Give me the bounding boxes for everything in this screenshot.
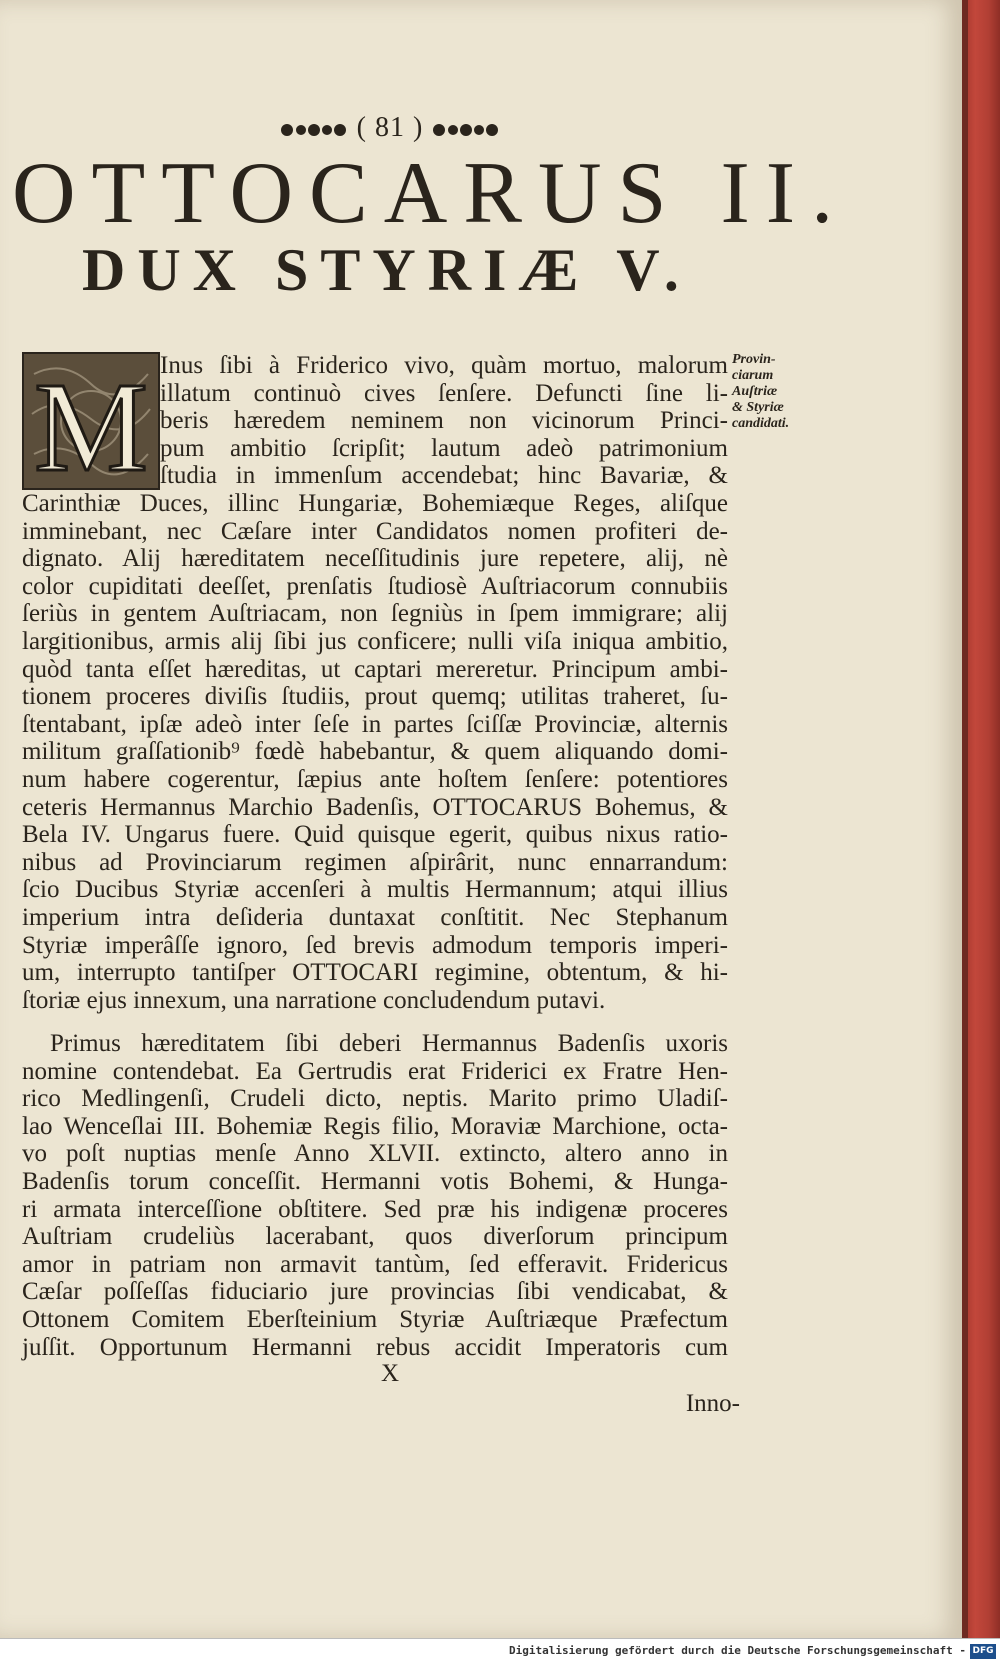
text-line: Auſtriam crudeliùs lacerabant, quos diverſorum principum <box>22 1223 728 1251</box>
margin-note-line: Auſtriæ <box>732 384 778 399</box>
text-line: amor in patriam non armavit tantùm, ſed efferavit. Fridericus <box>22 1250 728 1278</box>
text-line: rico Medlingenſi, Crudeli dicto, neptis. Marito primo Uladiſ- <box>22 1085 728 1113</box>
text-line: nibus ad Provinciarum regimen aſpirârit, nunc ennarrandum: <box>22 848 728 876</box>
text-line: ſtoriæ ejus innexum, una narratione concludendum putavi. <box>22 986 606 1014</box>
text-line: ſeriùs in gentem Auſtriacam, non ſegniùs in ſpem immigrare; alij <box>22 600 728 628</box>
margin-note <box>732 352 804 432</box>
ornament-right-icon <box>431 121 501 139</box>
text-line: Ottonem Comitem Eberſteinium Styriæ Auſtriæque Præfectum <box>22 1305 728 1333</box>
ornament-left-icon <box>279 121 349 139</box>
svg-text:M: M <box>34 356 148 488</box>
text-line: militum graſſationib⁹ fœdè habebantur, & quem aliquando domi- <box>22 738 728 766</box>
text-line: Inus ſibi à Friderico vivo, quàm mortuo, malorum <box>160 352 728 379</box>
text-line: tionem proceres diviſis ſtudiis, prout quemq; utilitas traheret, ſu- <box>22 683 728 711</box>
text-line: dignato. Alij hæreditatem neceſſitudinis jure repetere, alij, nè <box>22 545 728 573</box>
catchword: Inno- <box>685 1390 740 1417</box>
margin-note-line: candidati. <box>732 416 790 431</box>
text-line: beris hæredem neminem non vicinorum Princi- <box>160 407 728 435</box>
text-line: color cupiditati deeſſet, prenſatis ſtudiosè Auſtriacorum connubiis <box>22 572 728 600</box>
paragraph-1-opening <box>160 352 728 490</box>
text-line: illatum continuò cives ſenſere. Defuncti ſine li- <box>160 379 728 407</box>
footer-bar <box>0 1638 1000 1666</box>
text-line: ſtudia in immenſum accendebat; hinc Bavariæ, & <box>160 462 728 490</box>
text-line: juſſit. Opportunum Hermanni rebus accidit Imperatoris cum <box>22 1333 728 1361</box>
page-number <box>270 112 510 144</box>
text-line: Bela IV. Ungarus fuere. Quid quisque egerit, quibus nixus ratio- <box>22 821 728 849</box>
footer-text: Digitalisierung gefördert durch die Deutsche Forschungsgemeinschaft - <box>509 1644 966 1657</box>
text-line: quòd tanta eſſet hæreditas, ut captari mereretur. Principum ambi- <box>22 655 728 683</box>
signature-mark: X <box>380 1360 400 1387</box>
text-line: nomine contendebat. Ea Gertrudis erat Friderici ex Fratre Hen- <box>22 1057 728 1085</box>
text-line: pum ambitio ſcripſit; lautum adeò patrimonium <box>160 434 728 462</box>
text-line: ri armata interceſſione obſtitere. Sed præ his indigenæ proceres <box>22 1195 728 1223</box>
chapter-subtitle: DUX STYRIÆ V. <box>82 237 691 303</box>
margin-note-line: ciarum <box>732 368 774 383</box>
decorated-initial <box>22 352 160 490</box>
text-line: ſtentabant, ipſæ adeò inter ſeſe in partes ſciſſæ Provinciæ, alternis <box>22 710 728 738</box>
text-line: lao Wenceſlai III. Bohemiæ Regis filio, Moraviæ Marchione, octa- <box>22 1112 728 1140</box>
text-line: Primus hæreditatem ſibi deberi Hermannus Badenſis uxoris <box>50 1030 728 1057</box>
page-number-text: ( 81 ) <box>356 112 424 143</box>
text-line: Badenſis torum conceſſit. Hermanni votis Bohemi, & Hunga- <box>22 1167 728 1195</box>
text-line: num habere cogerentur, ſæpius ante hoſtem ſenſere: potentiores <box>22 765 728 793</box>
text-line: Carinthiæ Duces, illinc Hungariæ, Bohemiæque Reges, aliſque <box>22 490 728 517</box>
text-line: um, interrupto tantiſper OTTOCARI regimine, obtentum, & hi- <box>22 959 728 987</box>
decorated-initial-icon <box>24 354 158 488</box>
text-line: ceteris Hermannus Marchio Badenſis, OTTOCARUS Bohemus, & <box>22 793 728 821</box>
text-line: largitionibus, armis alij ſibi jus conficere; nulli viſa iniqua ambitio, <box>22 627 728 655</box>
margin-note-line: Provin- <box>732 352 776 367</box>
text-line: vo poſt nuptias menſe Anno XLVII. extincto, altero anno in <box>22 1140 728 1168</box>
text-line: Cæſar poſſeſſas fiduciario jure provincias ſibi vendicabat, & <box>22 1278 728 1306</box>
text-line: ſcio Ducibus Styriæ accenſeri à multis Hermannum; atqui illius <box>22 876 728 904</box>
text-line: imperium intra deſideria duntaxat conſtitit. Nec Stephanum <box>22 903 728 931</box>
chapter-title: OTTOCARUS II. <box>12 145 850 242</box>
margin-note-line: & Styriæ <box>732 400 784 415</box>
text-line: Styriæ imperâſſe ignoro, ſed brevis admodum temporis imperi- <box>22 931 728 959</box>
page-edge-shadow <box>962 0 968 1638</box>
paragraph-1 <box>22 490 728 1014</box>
dfg-logo-icon[interactable]: DFG <box>970 1644 996 1659</box>
text-line: imminebant, nec Cæſare inter Candidatos nomen profiteri de- <box>22 517 728 545</box>
paragraph-2 <box>22 1030 728 1361</box>
